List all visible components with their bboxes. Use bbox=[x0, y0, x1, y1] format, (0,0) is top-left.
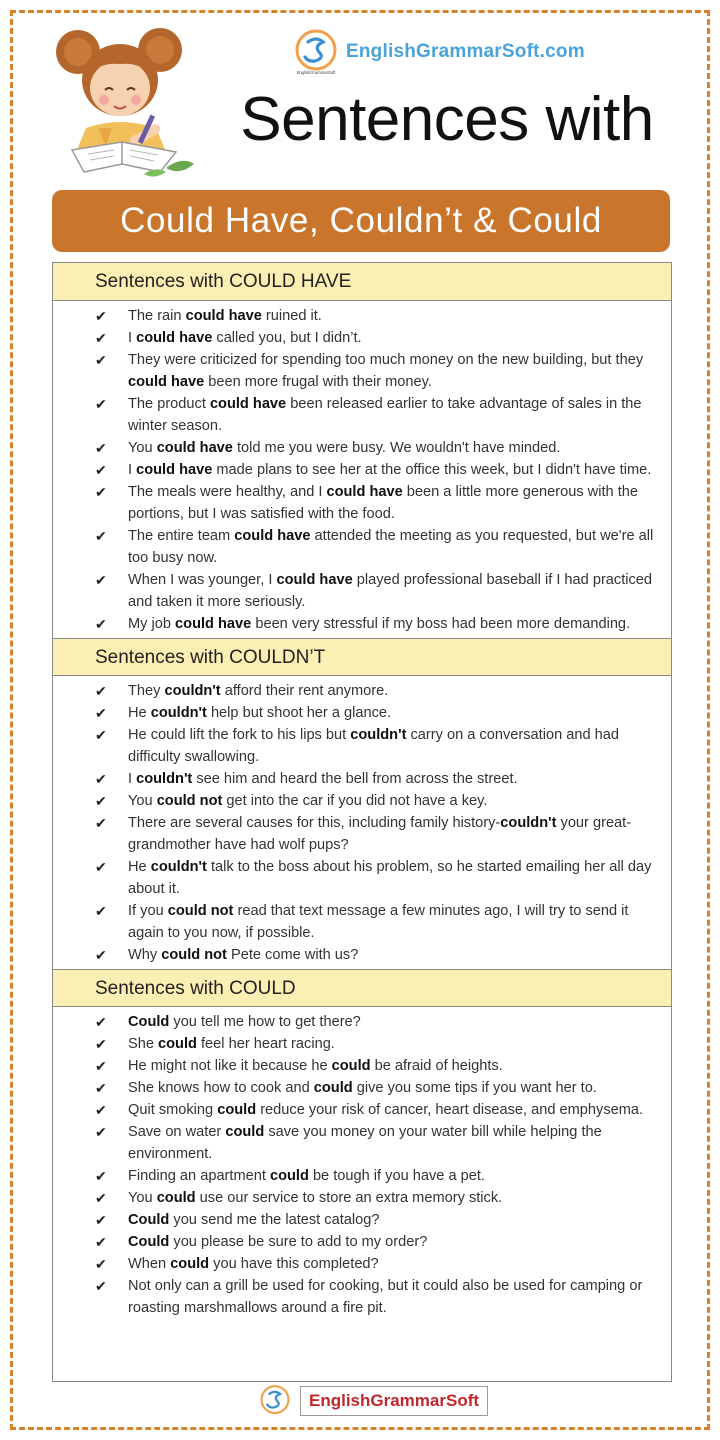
site-name[interactable]: EnglishGrammarSoft.com bbox=[346, 41, 585, 62]
section-heading-couldnt: Sentences with COULDN’T bbox=[53, 638, 671, 676]
sentence-text: Why bbox=[128, 947, 162, 963]
check-icon: ✔ bbox=[95, 616, 107, 632]
check-icon: ✔ bbox=[95, 947, 107, 963]
check-icon: ✔ bbox=[95, 572, 107, 588]
page-title: Sentences with bbox=[240, 85, 654, 154]
check-icon: ✔ bbox=[95, 352, 107, 368]
sentence-item bbox=[53, 481, 671, 525]
sentence-item bbox=[53, 812, 671, 856]
check-icon: ✔ bbox=[95, 727, 107, 743]
footer-brand[interactable] bbox=[258, 1383, 488, 1419]
sentence-text: Save on water bbox=[128, 1124, 226, 1140]
sentence-text: When I was younger, I bbox=[128, 572, 277, 588]
footer-logo-icon bbox=[258, 1384, 292, 1418]
section-heading-could-have: Sentences with COULD HAVE bbox=[53, 263, 671, 301]
keyword: could bbox=[225, 1124, 265, 1140]
sentence-text: She knows how to cook and bbox=[128, 1080, 314, 1096]
check-icon: ✔ bbox=[95, 1080, 107, 1096]
sentence-text: Not only can a grill be used for cooking, but it could also be used for camping or roasting marshmallows around a fire pit. bbox=[128, 1278, 643, 1316]
keyword: couldn't bbox=[164, 683, 221, 699]
sentence-item bbox=[53, 900, 671, 944]
sentence-text: My job bbox=[128, 616, 176, 632]
sentence-item bbox=[53, 305, 671, 327]
keyword: couldn't bbox=[150, 705, 207, 721]
sentence-text: She bbox=[128, 1036, 159, 1052]
sentence-item bbox=[53, 768, 671, 790]
sentence-item bbox=[53, 1099, 671, 1121]
sentence-item bbox=[53, 327, 671, 349]
keyword: couldn't bbox=[136, 771, 193, 787]
sentence-text: reduce your risk of cancer, heart disease, and emphysema. bbox=[256, 1102, 644, 1118]
keyword: could not bbox=[161, 947, 227, 963]
sentence-text: feel her heart racing. bbox=[196, 1036, 335, 1052]
sentence-text: He bbox=[128, 859, 151, 875]
sentence-text: help but shoot her a glance. bbox=[206, 705, 392, 721]
sentence-text: been released earlier to take advantage of sales in the winter season. bbox=[128, 396, 642, 434]
sentence-text: I bbox=[128, 330, 137, 346]
sentence-text: afford their rent anymore. bbox=[220, 683, 389, 699]
sentence-text: get into the car if you did not have a key. bbox=[222, 793, 488, 809]
check-icon: ✔ bbox=[95, 528, 107, 544]
sentence-text: Finding an apartment bbox=[128, 1168, 270, 1184]
logo-mark-icon bbox=[292, 28, 340, 76]
check-icon: ✔ bbox=[95, 1168, 107, 1184]
sentence-text: been very stressful if my boss had been more demanding. bbox=[251, 616, 631, 632]
check-icon: ✔ bbox=[95, 705, 107, 721]
footer-brand-label[interactable]: EnglishGrammarSoft bbox=[300, 1386, 488, 1416]
sentence-text: attended the meeting as you requested, but we're all too busy now. bbox=[128, 528, 654, 566]
sentence-text: told me you were busy. We wouldn't have minded. bbox=[232, 440, 561, 456]
sentence-text: The meals were healthy, and I bbox=[128, 484, 327, 500]
sentence-item bbox=[53, 613, 671, 635]
keyword: could have bbox=[175, 616, 252, 632]
check-icon: ✔ bbox=[95, 1124, 107, 1140]
sentence-item bbox=[53, 393, 671, 437]
sentence-item bbox=[53, 1275, 671, 1319]
sentence-text: He could lift the fork to his lips but bbox=[128, 727, 351, 743]
sentence-text: made plans to see her at the office this week, but I didn't have time. bbox=[212, 462, 652, 478]
check-icon: ✔ bbox=[95, 1278, 107, 1294]
sentence-text: They bbox=[128, 683, 165, 699]
check-icon: ✔ bbox=[95, 793, 107, 809]
sentence-text: played professional baseball if I had practiced and taken it more seriously. bbox=[128, 572, 653, 610]
sentence-text: When bbox=[128, 1256, 171, 1272]
check-icon: ✔ bbox=[95, 771, 107, 787]
sentence-text: your great-grandmother have had wolf pups? bbox=[128, 815, 632, 853]
sentence-text: I bbox=[128, 771, 137, 787]
sentence-item bbox=[53, 724, 671, 768]
keyword: could bbox=[313, 1080, 353, 1096]
keyword: could have bbox=[156, 440, 233, 456]
sentence-text: ruined it. bbox=[261, 308, 322, 324]
site-logo[interactable] bbox=[292, 28, 585, 76]
keyword: could bbox=[269, 1168, 309, 1184]
check-icon: ✔ bbox=[95, 330, 107, 346]
keyword: couldn't bbox=[500, 815, 557, 831]
sentence-text: There are several causes for this, including family history- bbox=[128, 815, 501, 831]
sentence-text: be tough if you have a pet. bbox=[308, 1168, 485, 1184]
sentence-text: you have this completed? bbox=[209, 1256, 379, 1272]
title-banner: Could Have, Couldn’t & Could bbox=[52, 190, 670, 252]
sentence-text: called you, but I didn’t. bbox=[212, 330, 362, 346]
couldnt-list bbox=[53, 676, 671, 969]
sentence-item bbox=[53, 569, 671, 613]
sentence-item bbox=[53, 1209, 671, 1231]
keyword: Could bbox=[128, 1234, 170, 1250]
girl-writing-illustration bbox=[48, 22, 198, 182]
section-heading-could: Sentences with COULD bbox=[53, 969, 671, 1007]
keyword: could bbox=[331, 1058, 371, 1074]
sentence-text: give you some tips if you want her to. bbox=[352, 1080, 597, 1096]
check-icon: ✔ bbox=[95, 1014, 107, 1030]
check-icon: ✔ bbox=[95, 683, 107, 699]
check-icon: ✔ bbox=[95, 440, 107, 456]
sentence-text: you tell me how to get there? bbox=[169, 1014, 361, 1030]
sentence-text: You bbox=[128, 1190, 157, 1206]
check-icon: ✔ bbox=[95, 1036, 107, 1052]
keyword: could have bbox=[136, 462, 213, 478]
sentence-item bbox=[53, 1121, 671, 1165]
check-icon: ✔ bbox=[95, 308, 107, 324]
sentence-text: You bbox=[128, 793, 157, 809]
check-icon: ✔ bbox=[95, 1234, 107, 1250]
sentence-text: see him and heard the bell from across the street. bbox=[192, 771, 518, 787]
sentence-text: be afraid of heights. bbox=[370, 1058, 503, 1074]
could-have-list bbox=[53, 301, 671, 638]
sentence-item bbox=[53, 1077, 671, 1099]
sentence-text: carry on a conversation and had difficulty swallowing. bbox=[128, 727, 619, 765]
sentence-item bbox=[53, 349, 671, 393]
keyword: could have bbox=[234, 528, 311, 544]
sentence-text: Quit smoking bbox=[128, 1102, 218, 1118]
check-icon: ✔ bbox=[95, 859, 107, 875]
keyword: could have bbox=[276, 572, 353, 588]
sentence-item bbox=[53, 702, 671, 724]
sentence-text: I bbox=[128, 462, 137, 478]
sentence-text: save you money on your water bill while helping the environment. bbox=[128, 1124, 602, 1162]
keyword: could not bbox=[167, 903, 234, 919]
sentence-text: been a little more generous with the portions, but I was satisfied with the food. bbox=[128, 484, 638, 522]
sentence-text: You bbox=[128, 440, 157, 456]
keyword: could bbox=[156, 1190, 196, 1206]
keyword: could bbox=[158, 1036, 197, 1052]
keyword: could have bbox=[185, 308, 262, 324]
check-icon: ✔ bbox=[95, 1102, 107, 1118]
keyword: could have bbox=[136, 330, 213, 346]
sentence-text: Pete come with us? bbox=[226, 947, 359, 963]
sentence-item bbox=[53, 1055, 671, 1077]
sentence-item bbox=[53, 944, 671, 966]
keyword: could have bbox=[209, 396, 287, 412]
keyword: Could bbox=[128, 1212, 170, 1228]
sentence-item bbox=[53, 1011, 671, 1033]
sentence-item bbox=[53, 1165, 671, 1187]
sentence-item bbox=[53, 680, 671, 702]
sentence-text: The product bbox=[128, 396, 210, 412]
check-icon: ✔ bbox=[95, 484, 107, 500]
sentence-text: The rain bbox=[128, 308, 186, 324]
sentence-item bbox=[53, 1187, 671, 1209]
sentence-text: been more frugal with their money. bbox=[204, 374, 432, 390]
sentence-text: He might not like it because he bbox=[128, 1058, 332, 1074]
sentence-text: The entire team bbox=[128, 528, 235, 544]
keyword: couldn't bbox=[150, 859, 207, 875]
sentence-item bbox=[53, 1231, 671, 1253]
sentence-text: They were criticized for spending too much money on the new building, but they bbox=[128, 352, 644, 368]
sentence-item bbox=[53, 459, 671, 481]
keyword: could bbox=[170, 1256, 210, 1272]
keyword: could have bbox=[128, 374, 205, 390]
check-icon: ✔ bbox=[95, 815, 107, 831]
keyword: Could bbox=[128, 1014, 170, 1030]
keyword: couldn't bbox=[350, 727, 407, 743]
check-icon: ✔ bbox=[95, 1212, 107, 1228]
sentence-text: talk to the boss about his problem, so he started emailing her all day about it. bbox=[128, 859, 652, 897]
check-icon: ✔ bbox=[95, 462, 107, 478]
logo-subtext: EnglishGrammarSoft bbox=[296, 70, 336, 75]
sentence-text: use our service to store an extra memory stick. bbox=[195, 1190, 503, 1206]
check-icon: ✔ bbox=[95, 1256, 107, 1272]
sentence-text: If you bbox=[128, 903, 168, 919]
keyword: could have bbox=[326, 484, 403, 500]
check-icon: ✔ bbox=[95, 903, 107, 919]
sentence-text: read that text message a few minutes ago, I will try to send it again to you now, if possible. bbox=[128, 903, 629, 941]
sentence-item bbox=[53, 525, 671, 569]
check-icon: ✔ bbox=[95, 396, 107, 412]
sentence-text: you please be sure to add to my order? bbox=[169, 1234, 428, 1250]
sentence-item bbox=[53, 1033, 671, 1055]
sentences-content-box bbox=[52, 262, 672, 1382]
keyword: could bbox=[217, 1102, 257, 1118]
sentence-text: you send me the latest catalog? bbox=[169, 1212, 380, 1228]
check-icon: ✔ bbox=[95, 1058, 107, 1074]
sentence-item bbox=[53, 790, 671, 812]
sentence-item bbox=[53, 437, 671, 459]
could-list bbox=[53, 1007, 671, 1322]
sentence-text: He bbox=[128, 705, 151, 721]
sentence-item bbox=[53, 1253, 671, 1275]
keyword: could not bbox=[156, 793, 223, 809]
sentence-item bbox=[53, 856, 671, 900]
check-icon: ✔ bbox=[95, 1190, 107, 1206]
